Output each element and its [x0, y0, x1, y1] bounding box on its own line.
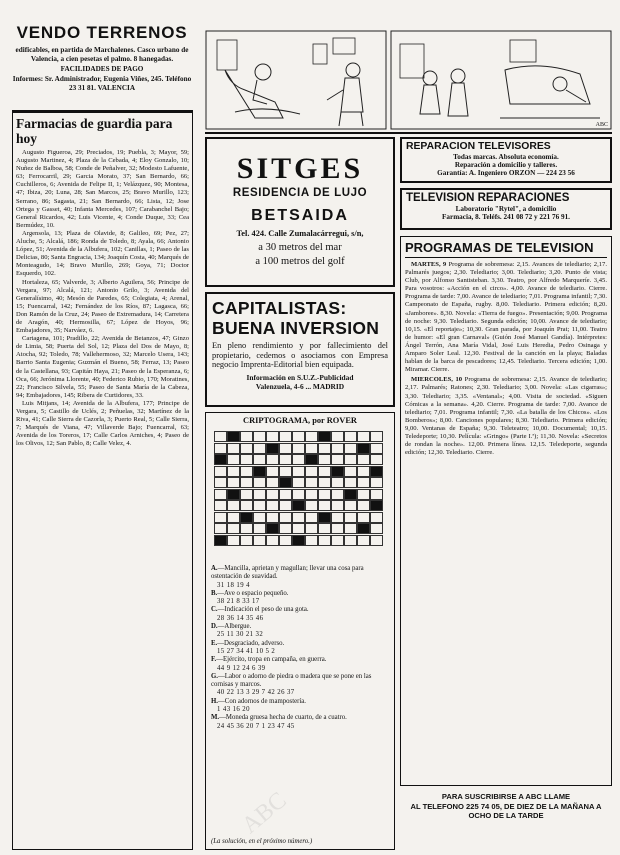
criptograma-cell [370, 443, 383, 454]
clue-letter: B. [211, 589, 218, 597]
suscripcion-notice [400, 792, 612, 850]
criptograma-cell [292, 466, 305, 477]
criptograma-cell [357, 454, 370, 465]
criptograma-cell [370, 454, 383, 465]
capitalistas-title2: BUENA INVERSION [212, 318, 380, 338]
criptograma-cell [370, 523, 383, 534]
farmacias-paragraph: Cartagena, 101; Pradillo, 22; Avenida de Betanzos, 47; Ginzo de Limia, 58; Puerta del Sol, 12; Plaza del Dos de Mayo, 8; Atocha, 92; Toledo, 78; Vallehermoso, 32; Marcelo Usera, 143; Barrio Santa Eugenia; Guzmán el Bueno, 58; Ferraz, 13; Paseo de la Castellana, 93; Capitán Haya, 21; Paseo de la Esperanza, 6; Oca, 66; Jerónima Llorente, 40; Federico Rubio, 170; Moratines, 22; Francisco Silvela, 55; Paseo de Santa María de la Cabeza, 94; Embajadores, 145; Ribera de Curtidores, 33. [16, 335, 189, 399]
criptograma-box [205, 412, 395, 850]
criptograma-cell [279, 477, 292, 488]
criptograma-cell [253, 477, 266, 488]
criptograma-cell [253, 512, 266, 523]
criptograma-cell [292, 512, 305, 523]
criptograma-cell [318, 500, 331, 511]
criptograma-cell [331, 477, 344, 488]
criptograma-clue [211, 623, 389, 631]
clue-numbers: 38 21 8 33 17 [217, 598, 260, 606]
reparacion-line1: Todas marcas. Absoluta economía. [453, 153, 559, 161]
sitges-address: Tel. 424. Calle Zumalacárregui, s/n, [236, 229, 364, 238]
criptograma-cell [227, 431, 240, 442]
criptograma-cell [240, 466, 253, 477]
programas-title: PROGRAMAS DE TELEVISION [405, 240, 607, 258]
criptograma-cell [227, 477, 240, 488]
criptograma-cell [292, 443, 305, 454]
criptograma-cell [227, 523, 240, 534]
cartoon-divider [205, 132, 612, 134]
clue-letter: A. [211, 565, 218, 572]
clue-text: —Ave o espacio pequeño. [217, 589, 289, 597]
criptograma-solution-note: (La solución, en el próximo número.) [211, 837, 313, 845]
suscripcion-line: AL TELEFONO 225 74 05, DE DIEZ DE LA MAÑANA A OCHO DE LA TARDE [410, 801, 602, 820]
farmacias-paragraph: Hortaleza, 65; Valverde, 3; Alberto Aguilera, 56; Principe de Vergara, 97; Alcalá, 121; Antonio Grilo, 3; Avenida del Generalísimo, 40; Mesón de Paredes, 65; Colegiata, 4; Arenal, 15; Fuencarral, 142; Fernández de los Ríos, 87; Lagasca, 66; Don Ramón de la Cruz, 24; Paseo de Extremadura, 14; Carretera de Aragón, 40; Hermosilla, 67; López de Hoyos, 96; Embajadores, 35; Narváez, 6. [16, 278, 189, 335]
criptograma-cell [318, 523, 331, 534]
televisionrep-line1: Laboratorio "Rytel", a domicilio [455, 205, 557, 213]
criptograma-cell [331, 431, 344, 442]
programas-martes [405, 261, 607, 374]
criptograma-cell [305, 489, 318, 500]
criptograma-cell [305, 535, 318, 546]
vendo-title: VENDO TERRENOS [16, 23, 188, 42]
criptograma-cell [331, 535, 344, 546]
criptograma-cell [344, 500, 357, 511]
criptograma-cell [227, 489, 240, 500]
criptograma-cell [370, 477, 383, 488]
criptograma-cell [279, 500, 292, 511]
criptograma-cell [344, 535, 357, 546]
criptograma-cell [240, 454, 253, 465]
criptograma-grid [214, 431, 386, 556]
programas-box [400, 236, 612, 786]
sitges-name: BETSAIDA [251, 207, 349, 224]
criptograma-clue [211, 673, 389, 690]
criptograma-clue [211, 565, 389, 582]
miercoles-text: Programa de sobremesa: 2,15. Avance de telediario; 2,17. Palmarés; Ratones; 2,30. Telediario; 3,00. Novela: «Las cigarras»; 3,30. Telediario; 3,35. «Ventanal»; 4,00. Visita de sociedad. «Siguen Cómicas a la semana». 4,20. Cierre. Programa de tarde: 7,00. Avance de telediario; 7,01. Programa infantil; 7,30. «La batalla de los Chicos». «Los Bomberos»; 8,00. Canciones populares; 8,30. Telediario. Primera edición; 9,00. Ventanas de España; 9,30. Teleteatro; 10,00. Documental; 10,15. Teledeporte; 10,30. Película: «Gringo» (Parte I.ª); 11,30. Novela: «Secretos de rondan la noche». 12,00. Primera línea. 12,15. Teledeporte, segunda edición; 12,30. Telediario. Cierre. [405, 376, 607, 457]
criptograma-cell [357, 523, 370, 534]
criptograma-cell [331, 454, 344, 465]
suscripcion-prefix: PARA SUSCRIBIRSE A ABC LLAME [441, 792, 571, 801]
sitges-ad [205, 137, 395, 287]
criptograma-cell [344, 512, 357, 523]
reparacion-ad [400, 137, 612, 183]
criptograma-cell [344, 523, 357, 534]
clue-letter: H. [211, 697, 218, 705]
vendo-terrenos-ad [12, 24, 192, 92]
criptograma-cell [266, 466, 279, 477]
vendo-informes: Informes: Sr. Administrador, Eugenia Viñes, 245. Teléfono 23 31 81. VALENCIA [12, 75, 192, 92]
televisionrep-line2: Farmacia, 8. Teléfs. 241 08 72 y 221 76 91. [442, 213, 570, 222]
criptograma-clue [211, 656, 389, 664]
criptograma-cell [370, 466, 383, 477]
criptograma-cell [266, 500, 279, 511]
clue-letter: G. [211, 672, 218, 680]
criptograma-cell [253, 500, 266, 511]
criptograma-cell [292, 535, 305, 546]
clue-numbers: 44 9 12 24 6 39 [217, 664, 266, 672]
clue-letter: D. [211, 623, 218, 631]
martes-label: MARTES, 9 [411, 261, 447, 268]
criptograma-cell [292, 523, 305, 534]
clue-text: —Moneda gruesa hecha de cuarto, de a cuatro. [219, 714, 347, 722]
criptograma-clue [211, 640, 389, 648]
clue-letter: F. [211, 656, 217, 664]
capitalistas-title1: CAPITALISTAS: [212, 298, 347, 318]
criptograma-cell [370, 512, 383, 523]
criptograma-cell [370, 535, 383, 546]
criptograma-cell [214, 454, 227, 465]
cartoon-illustration-2 [390, 30, 612, 130]
clue-numbers: 24 45 36 20 7 1 23 47 45 [217, 722, 295, 730]
clue-numbers: 28 36 14 35 46 [217, 614, 264, 622]
criptograma-cell [253, 431, 266, 442]
criptograma-cell [214, 431, 227, 442]
criptograma-cell [266, 535, 279, 546]
clue-text: —Desgraciado, adverso. [217, 639, 285, 647]
clue-letter: M. [211, 714, 220, 722]
criptograma-cell [292, 431, 305, 442]
televisionrep-title: TELEVISION REPARACIONES [406, 192, 570, 204]
criptograma-cell [357, 466, 370, 477]
capitalistas-ad [205, 292, 395, 407]
clue-numbers: 31 18 19 4 [217, 581, 250, 589]
criptograma-cell [318, 489, 331, 500]
criptograma-cell [318, 512, 331, 523]
criptograma-cell [240, 477, 253, 488]
criptograma-cell [305, 431, 318, 442]
criptograma-cell [214, 477, 227, 488]
criptograma-cell [344, 466, 357, 477]
criptograma-cell [240, 535, 253, 546]
miercoles-label: MIERCOLES, 10 [411, 376, 463, 384]
martes-text: Programa de sobremesa: 2,15. Avances de telediario; 2,17. Palmarés juegos; 2,30. Telediario; 3,00. Telediario; 3,20. Punto de vista; Club, por Alfonso Santisteban. 3,30. Teatro, por Alfredo Marqueríe. 3,45. Para vosotros: «Acción en el circo». 4,00. Avance de telediario. Cierre. Programa de tarde: 7,00. Avance de telediario; 7,01. Programa infantil; 7,30. Campeonato de España, rugby. 8,00. Telediario. Primera edición; 8,20. «Jamboree». 8,30. Novela: «Tierra de fuego». Presentación; 9,00. Programa de noche: 9,30. Telediario. Segunda edición; 10,00. Avance de telediario; 10,15. «El reportaje»; 10,30. Gran parada, por Joaquín Prat; 11,00. Teatro de humor: «El gran Carnaval» (Guión José Manuel Gandía). Intérpretes: Ángel Terrón, Ana María Vidal, José Luis Heredia, Pedro Osinaga y Amparo Soler Leal. 12,30. Festival de la canción en la playa; Baladas hablan de la barca de pescadores; 12,45. Telediario. Tercera edición; 1,00. Miramar. Cierre. [405, 261, 607, 374]
criptograma-cell [357, 512, 370, 523]
capitalistas-info: Información en S.U.Z.-Publicidad [246, 372, 354, 382]
criptograma-cell [253, 454, 266, 465]
cartoon-panel-1 [205, 30, 387, 130]
criptograma-cell [292, 477, 305, 488]
clue-numbers: 25 11 30 21 32 [217, 631, 264, 639]
criptograma-cell [357, 431, 370, 442]
clue-letter: C. [211, 606, 218, 614]
reparacion-line2: Reparación a domicilio y talleres. [454, 161, 558, 170]
criptograma-cell [266, 431, 279, 442]
criptograma-cell [331, 466, 344, 477]
clue-text: —Indicación el peso de una gota. [217, 606, 309, 614]
criptograma-cell [318, 431, 331, 442]
farmacias-box [12, 112, 193, 850]
criptograma-cell [305, 454, 318, 465]
reparacion-title: REPARACION TELEVISORES [406, 141, 551, 152]
sitges-line2: a 100 metros del golf [255, 256, 345, 267]
criptograma-cell [357, 535, 370, 546]
criptograma-cell [279, 489, 292, 500]
criptograma-cell [227, 500, 240, 511]
criptograma-cell [305, 500, 318, 511]
farmacias-paragraph: Augusto Figueroa, 29; Preciados, 19; Puebla, 3; Mayor, 59; Augusto Martinez, 4; Plaza de la Cebada, 4; Eloy Gonzalo, 10; Nuñez de Balboa, 58; Conde de Peñalver, 32; Modesto Lafuente, 63; Ferrocarril, 29; Garcia Morato, 37; San Bernardo, 66; Cuchilleros, 6; Avenida de Felipe II, 1; Velázquez, 90; Montesa, 47; Ibiza, 20; Luna, 28; San Marcos, 25; Bravo Murillo, 123; Serrano, 86; Sagasta, 21; San Bernardo, 66; Lista, 12; Jose Ortega y Gasset, 40; Infanta Mercedes, 107; Carabanchel Bajo; General Ricardos, 42; Luis Vicente, 4; Conde Duque, 33; Cea Bermúdez, 10. [16, 149, 189, 229]
criptograma-cell [279, 454, 292, 465]
criptograma-cell [279, 535, 292, 546]
criptograma-cell [357, 500, 370, 511]
criptograma-cell [331, 489, 344, 500]
criptograma-cell [214, 512, 227, 523]
sitges-line1: a 30 metros del mar [258, 242, 342, 253]
criptograma-cell [253, 489, 266, 500]
criptograma-cell [266, 443, 279, 454]
criptograma-cell [318, 443, 331, 454]
criptograma-cell [318, 535, 331, 546]
criptograma-cell [279, 443, 292, 454]
criptograma-cell [370, 500, 383, 511]
criptograma-cell [240, 431, 253, 442]
capitalistas-body: En pleno rendimiento y por fallecimiento del propietario, cedemos o asociamos con Empresa negocio Imprenta-Editorial bien equipada. [212, 341, 388, 370]
criptograma-cell [331, 500, 344, 511]
clue-text: —Labor o adorno de piedra o madera que se pone en las cornisas y marcos. [211, 672, 372, 689]
clue-numbers: 1 43 16 20 [217, 706, 250, 714]
sitges-subtitle: RESIDENCIA DE LUJO [232, 187, 368, 199]
clue-text: —Albergue. [217, 623, 252, 631]
capitalistas-address: Valenzuela, 4-6 ... MADRID [255, 381, 345, 391]
criptograma-clue [211, 590, 389, 598]
criptograma-cell [305, 443, 318, 454]
sitges-title: SITGES [236, 152, 364, 185]
vendo-body: edificables, en partida de Marchalenes. Casco urbano de Valencia, a cien pesetas el palmo. 8 hanegadas. [15, 46, 189, 63]
clue-text: —Ejército, tropa en campaña, en guerra. [216, 656, 327, 664]
criptograma-cell [344, 489, 357, 500]
criptograma-cell [305, 466, 318, 477]
programas-miercoles [405, 376, 607, 457]
criptograma-cell [266, 523, 279, 534]
criptograma-cell [292, 500, 305, 511]
criptograma-title: CRIPTOGRAMA, por ROVER [243, 416, 357, 425]
criptograma-cell [331, 512, 344, 523]
criptograma-cell [240, 500, 253, 511]
criptograma-cell [240, 523, 253, 534]
criptograma-cell [279, 523, 292, 534]
criptograma-cell [227, 454, 240, 465]
criptograma-cell [344, 477, 357, 488]
criptograma-cell [279, 512, 292, 523]
criptograma-cell [331, 443, 344, 454]
clue-numbers: 40 22 13 3 29 7 42 26 37 [217, 689, 295, 697]
criptograma-cell [344, 454, 357, 465]
criptograma-cell [227, 466, 240, 477]
criptograma-cell [253, 535, 266, 546]
cartoon-illustration-1 [205, 30, 387, 130]
criptograma-cell [214, 489, 227, 500]
criptograma-cell [253, 443, 266, 454]
criptograma-cell [292, 489, 305, 500]
cartoon-panel-2 [390, 30, 612, 130]
clue-letter: E. [211, 639, 218, 647]
criptograma-cell [240, 443, 253, 454]
criptograma-clue [211, 606, 389, 614]
abc-watermark: ABC [237, 787, 292, 839]
farmacias-list [16, 149, 189, 448]
criptograma-cell [214, 500, 227, 511]
criptograma-cell [305, 477, 318, 488]
criptograma-cell [292, 454, 305, 465]
criptograma-cell [305, 523, 318, 534]
farmacias-paragraph: Argensola, 13; Plaza de Olavide, 8; Galileo, 69; Pez, 27; Aluche, 5; Alcalá, 186; Ronda de Toledo, 8; Ayala, 66; Antonio López, 51; Avenida de la Albufera, 102; Canillas, 1; Paseo de las Delicias, 80; Santa Engracia, 134; Joaquín Costa, 40; Marqués de Monteagudo, 14; Bravo Murillo, 269; Goya, 71; Doctor Esquerdo, 102. [16, 229, 189, 278]
criptograma-cell [240, 512, 253, 523]
criptograma-cell [279, 431, 292, 442]
criptograma-cell [227, 512, 240, 523]
criptograma-cell [227, 535, 240, 546]
criptograma-cell [331, 523, 344, 534]
criptograma-cell [279, 466, 292, 477]
criptograma-clue [211, 698, 389, 706]
criptograma-cell [266, 512, 279, 523]
criptograma-clues [211, 565, 389, 731]
criptograma-cell [318, 454, 331, 465]
criptograma-cell [344, 443, 357, 454]
farmacias-paragraph: Luis Mitjans, 14; Avenida de la Albufera, 177; Principe de Vergara, 5; Castillo de Uclés, 2; Peñuelas, 32; Martínez de la Riva, 41; Calle Sierra de Cazorla, 3; Puerto Real, 5; Calle Sierra, 7; Marqués de Viana, 47; Villaverde Bajo; Fuencarral, 63; Avenida de los Toreros, 17; Calle Carlos Arniches, 4; Paseo de los Olivos, 12; San Pablo, 8; Calle Velez, 4. [16, 399, 189, 448]
criptograma-clue [211, 714, 389, 722]
television-reparaciones-ad [400, 188, 612, 230]
criptograma-cell [370, 489, 383, 500]
farmacias-title: Farmacias de guardia para hoy [16, 116, 173, 146]
criptograma-cell [240, 489, 253, 500]
cartoon-signature: ABC [595, 122, 608, 128]
criptograma-cell [214, 523, 227, 534]
criptograma-cell [266, 489, 279, 500]
criptograma-cell [318, 477, 331, 488]
criptograma-cell [370, 431, 383, 442]
criptograma-cell [253, 466, 266, 477]
criptograma-cell [266, 454, 279, 465]
criptograma-cell [214, 443, 227, 454]
vendo-facilidades: FACILIDADES DE PAGO [60, 65, 144, 73]
criptograma-cell [305, 512, 318, 523]
clue-text: —Con adornos de mampostería. [218, 697, 306, 705]
criptograma-cell [266, 477, 279, 488]
criptograma-cell [214, 535, 227, 546]
criptograma-cell [227, 443, 240, 454]
clue-text: —Mancilla, aprietan y magullan; llevar una cosa para ostentación de suavidad. [211, 565, 364, 581]
criptograma-cell [357, 477, 370, 488]
criptograma-cell [214, 466, 227, 477]
criptograma-cell [318, 466, 331, 477]
criptograma-cell [344, 431, 357, 442]
clue-numbers: 15 27 34 41 10 5 2 [217, 647, 276, 655]
reparacion-line3: Garantía: A. Ingeniero ORZON — 224 23 56 [437, 169, 575, 178]
criptograma-cell [357, 443, 370, 454]
criptograma-cell [253, 523, 266, 534]
criptograma-cell [357, 489, 370, 500]
